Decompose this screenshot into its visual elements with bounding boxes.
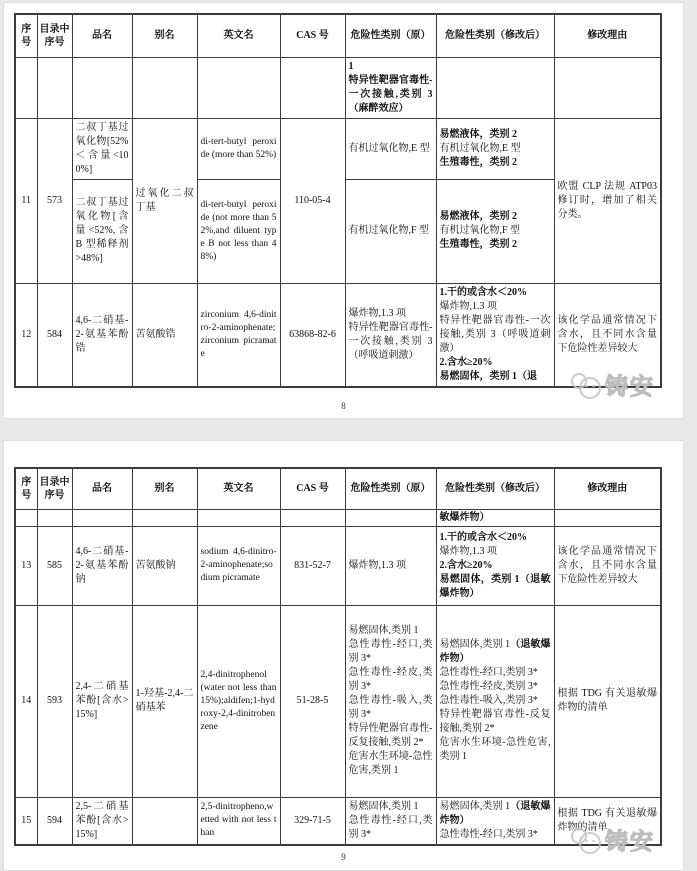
english-name-cell: di-tert-butyl peroxide (not more than 52%,and diluent type B not less than 48%) [197, 179, 280, 283]
catalog-no-cell: 584 [37, 283, 72, 387]
header-row [15, 468, 661, 509]
col-header-seq: 序号 [15, 14, 37, 57]
empty-cell [345, 509, 436, 526]
hazard-revised-cell: 易燃液体，类别 2 有机过氧化物,F 型 生殖毒性，类别 2 [436, 179, 554, 283]
seq-cell: 14 [15, 605, 37, 797]
hazard-revised-continuation: 敏爆炸物） [436, 509, 554, 526]
col-header-hazard-original: 危险性类别（原） [345, 468, 436, 509]
empty-cell [72, 509, 132, 526]
catalog-no-cell: 594 [37, 797, 72, 845]
col-header-english-name: 英文名 [197, 468, 280, 509]
empty-cell [132, 509, 197, 526]
reason-cell: 该化学品通常情况下含水，且不同水含量下危险性差异较大 [554, 283, 661, 387]
empty-cell [15, 57, 37, 118]
english-name-cell: 2,4-dinitrophenol(water not less than 15%);aldifen;1-hydroxy-2,4-dinitrobenzene [197, 605, 280, 797]
hazard-original-cell: 有机过氧化物,E 型 [345, 118, 436, 179]
cas-cell: 110-05-4 [280, 118, 345, 283]
table-row-15 [15, 797, 661, 845]
col-header-cas: CAS 号 [280, 14, 345, 57]
english-name-cell: zirconium 4,6-dinitro-2-aminophenate;zirconium picramate [197, 283, 280, 387]
empty-cell [554, 57, 661, 118]
watermark-text: 铸安 [605, 829, 655, 854]
seq-cell: 12 [15, 283, 37, 387]
hazard-revised-cell: 易燃固体,类别 1（退敏爆炸物） 急性毒性-经口,类别 3* 急性毒性-经皮,类别 3* 急性毒性-吸入,类别 3* 特异性靶器官毒性-反复接触,类别 2* 危害水生环境-急性危害,类别 1 [436, 605, 554, 797]
product-name-cell: 4,6-二硝基-2-氨基苯酚钠 [72, 526, 132, 605]
hazard-revision-table-page-9 [14, 467, 662, 846]
empty-cell [37, 57, 72, 118]
product-name-cell: 二叔丁基过氧化物[52%＜含量<100%] [72, 118, 132, 179]
hazard-revised-cell: 1.干的或含水＜20% 爆炸物,1.3 项 2.含水≥20% 易燃固体，类别 1（退敏爆炸物） [436, 526, 554, 605]
product-name-cell: 2,5-二硝基苯酚[含水>15%] [72, 797, 132, 845]
watermark-text: 铸安 [605, 374, 655, 399]
col-header-catalog-no: 目录中序号 [37, 468, 72, 509]
hazard-revised-cell: 1.干的或含水＜20% 爆炸物,1.3 项 特异性靶器官毒性-一次接触,类别 3（呼吸道刺激） 2.含水≥20% 易燃固体，类别 1（退 [436, 283, 554, 387]
catalog-no-cell: 585 [37, 526, 72, 605]
col-header-seq: 序号 [15, 468, 37, 509]
hazard-revision-table-page-8 [14, 13, 662, 388]
hazard-revised-cell: 易燃固体,类别 1（退敏爆炸物） 急性毒性-经口,类别 3* [436, 797, 554, 845]
cas-cell: 831-52-7 [280, 526, 345, 605]
empty-cell [197, 57, 280, 118]
catalog-no-cell: 573 [37, 118, 72, 283]
hazard-original-cell: 爆炸物,1.3 项 [345, 526, 436, 605]
hazard-revised-cell: 易燃液体，类别 2 有机过氧化物,E 型 生殖毒性，类别 2 [436, 118, 554, 179]
col-header-catalog-no: 目录中序号 [37, 14, 72, 57]
alias-cell: 过氧化二叔丁基 [132, 118, 197, 283]
product-name-cell: 二叔丁基过氧化物[含量<52%,含 B 型稀释剂>48%] [72, 179, 132, 283]
seq-cell: 15 [15, 797, 37, 845]
continuation-row [15, 509, 661, 526]
product-name-cell: 2,4-二硝基苯酚[含水>15%] [72, 605, 132, 797]
empty-cell [37, 509, 72, 526]
page-9 [3, 440, 684, 871]
hazard-original-cell: 有机过氧化物,F 型 [345, 179, 436, 283]
reason-cell: 该化学品通常情况下含水，且不同水含量下危险性差异较大 [554, 526, 661, 605]
cas-cell: 329-71-5 [280, 797, 345, 845]
col-header-reason: 修改理由 [554, 14, 661, 57]
hazard-original-cell: 易燃固体,类别 1 急性毒性-经口,类别 3* [345, 797, 436, 845]
cas-cell: 51-28-5 [280, 605, 345, 797]
table-row-14 [15, 605, 661, 797]
alias-cell: 苦氨酸锆 [132, 283, 197, 387]
page-number: 9 [341, 852, 346, 862]
page-8 [3, 2, 684, 419]
alias-cell [132, 797, 197, 845]
page-number: 8 [341, 401, 346, 411]
col-header-english-name: 英文名 [197, 14, 280, 57]
english-name-cell: sodium 4,6-dinitro-2-aminophenate;sodium picramate [197, 526, 280, 605]
col-header-alias: 别名 [132, 468, 197, 509]
col-header-alias: 别名 [132, 14, 197, 57]
col-header-product-name: 品名 [72, 14, 132, 57]
english-name-cell: 2,5-dinitropheno,wetted with not less than [197, 797, 280, 845]
empty-cell [72, 57, 132, 118]
hazard-original-cell: 易燃固体,类别 1 急性毒性-经口,类别 3* 急性毒性-经皮,类别 3* 急性毒性-吸入,类别 3* 特异性靶器官毒性-反复接触,类别 2* 危害水生环境-急性危害,类别 1 [345, 605, 436, 797]
empty-cell [280, 57, 345, 118]
col-header-hazard-original: 危险性类别（原） [345, 14, 436, 57]
col-header-hazard-revised: 危险性类别（修改后） [436, 468, 554, 509]
table-row-13 [15, 526, 661, 605]
empty-cell [554, 509, 661, 526]
col-header-reason: 修改理由 [554, 468, 661, 509]
seq-cell: 11 [15, 118, 37, 283]
seq-cell: 13 [15, 526, 37, 605]
col-header-hazard-revised: 危险性类别（修改后） [436, 14, 554, 57]
reason-cell: 根据 TDG 有关退敏爆炸物的清单 [554, 797, 661, 845]
empty-cell [15, 509, 37, 526]
empty-cell [132, 57, 197, 118]
empty-cell [280, 509, 345, 526]
hazard-original-continuation: 1 特异性靶器官毒性-一次接触,类别 3（麻醉效应） [345, 57, 436, 118]
header-row [15, 14, 661, 57]
reason-cell: 欧盟 CLP 法规 ATP03 修订时，增加了相关分类。 [554, 118, 661, 283]
table-row-12 [15, 283, 661, 387]
table-row-11a [15, 118, 661, 179]
col-header-cas: CAS 号 [280, 468, 345, 509]
col-header-product-name: 品名 [72, 468, 132, 509]
alias-cell: 苦氨酸钠 [132, 526, 197, 605]
empty-cell [436, 57, 554, 118]
catalog-no-cell: 593 [37, 605, 72, 797]
continuation-row [15, 57, 661, 118]
alias-cell: 1-羟基-2,4-二硝基苯 [132, 605, 197, 797]
page-gap [0, 419, 697, 440]
reason-cell: 根据 TDG 有关退敏爆炸物的清单 [554, 605, 661, 797]
english-name-cell: di-tert-butyl peroxide (more than 52%) [197, 118, 280, 179]
cas-cell: 63868-82-6 [280, 283, 345, 387]
empty-cell [197, 509, 280, 526]
product-name-cell: 4,6-二硝基-2-氨基苯酚锆 [72, 283, 132, 387]
hazard-original-cell: 爆炸物,1.3 项 特异性靶器官毒性-一次接触,类别 3（呼吸道刺激） [345, 283, 436, 387]
